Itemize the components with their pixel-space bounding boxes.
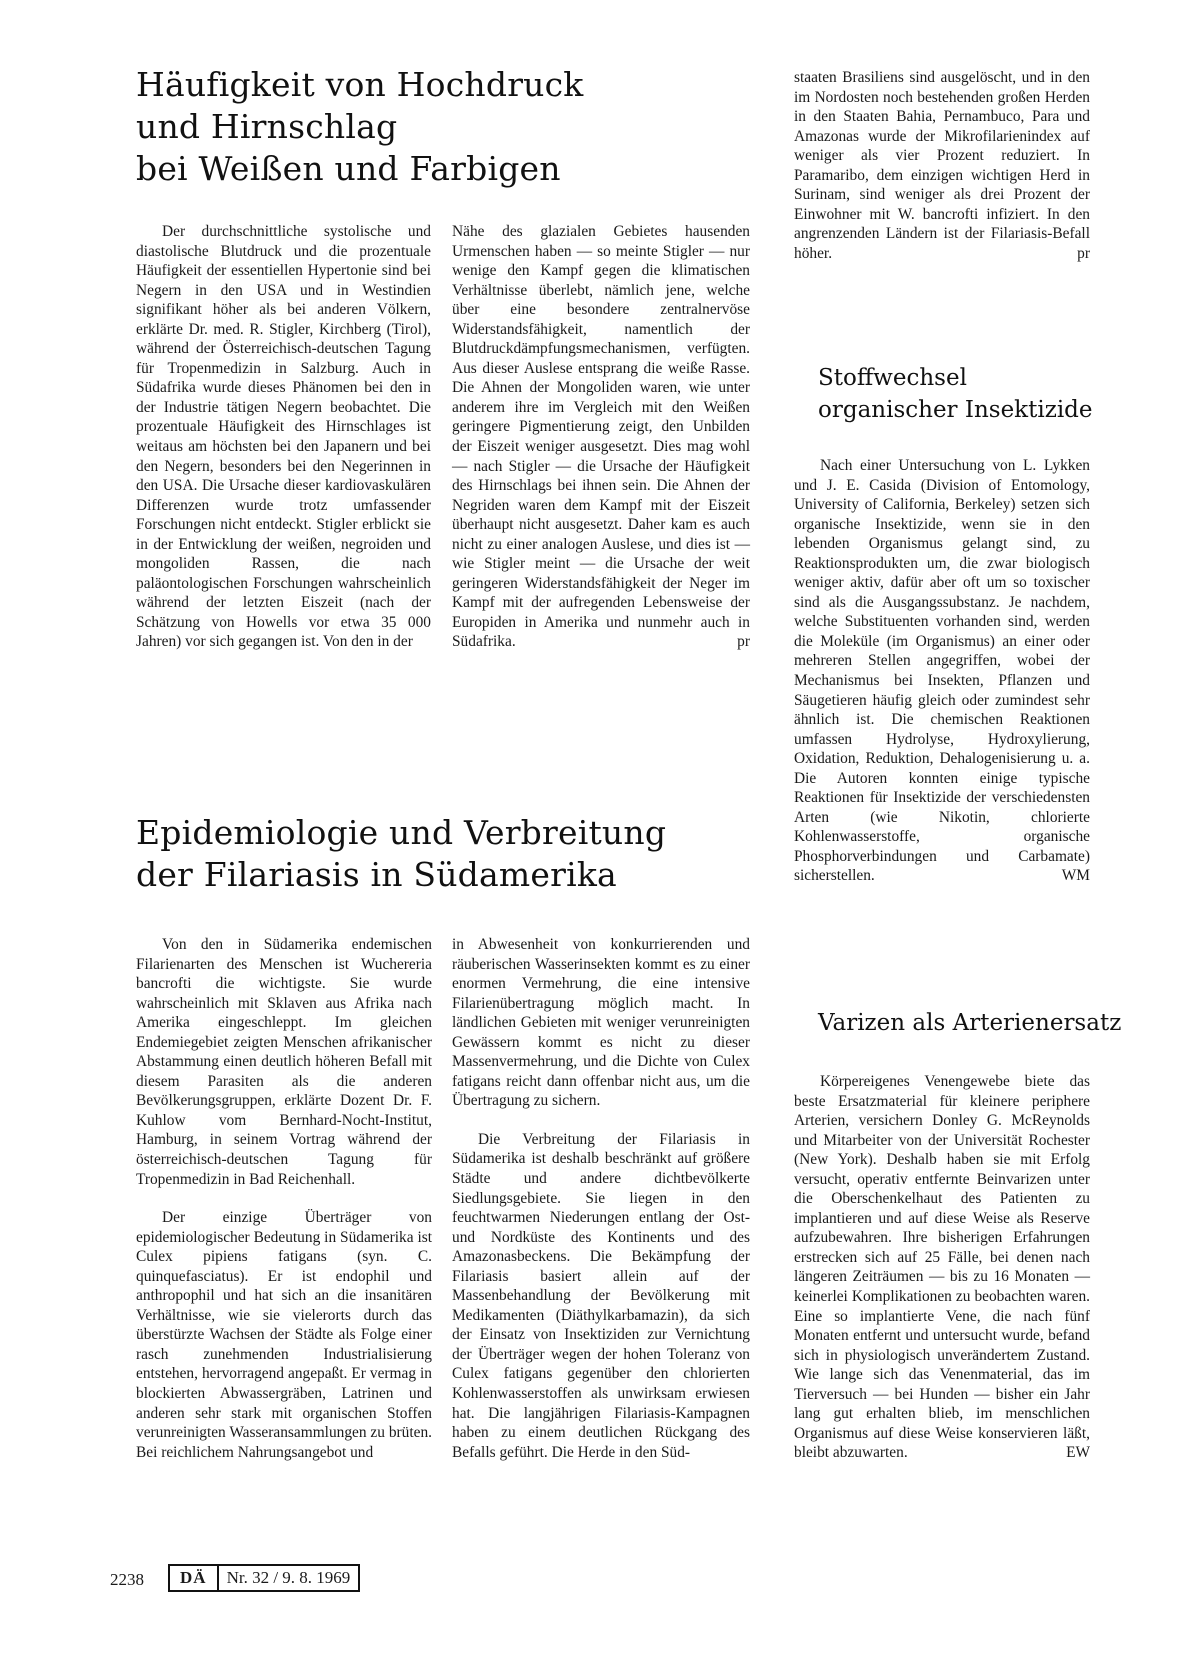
article2-paragraph: Die Verbreitung der Filariasis in Südamerika ist deshalb beschränkt auf größere Städte und andere dichtbevölkerte Siedlungsgebiete. Sie liegen in den feuchtwarmen Niederungen entlang der Ost- und Nordküste des Kontinents und des Amazonasbeckens. Die Bekämpfung der Filariasis basiert allein auf der Massenbehandlung der Bevölkerung mit Medikamenten (Diäthylkarbamazin), da sich der Einsatz von Insektiziden zur Vernichtung der Überträger wegen der hohen Toleranz von Culex fatigans gegenüber den chlorierten Kohlenwasserstoffen als unwirksam erwiesen hat. Die langjährigen Filariasis-Kampagnen haben zu einem deutlichen Rückgang des Befalls geführt. Die Herde in den Süd- bbox=[452, 1130, 750, 1461]
article4-title: Varizen als Arterienersatz bbox=[818, 1010, 1122, 1036]
article1-title-line: Häufigkeit von Hochdruck bbox=[136, 65, 584, 104]
article4-body-text: Körpereigenes Venengewebe biete das beste Ersatzmaterial für kleinere periphere Arterien, versichern Donley G. McReynolds und Mitarbeiter von der Universität Rochester (New York). Deshalb haben sie mit Erfolg versucht, operativ entfernte Beinvarizen unter die Oberschenkelhaut des Patienten zu implantieren und auf diese Weise als Reserve aufzubewahren. Ihre bisherigen Erfahrungen erstrecken sich auf 25 Fälle, bei denen nach längeren Zeiträumen — bis zu 16 Monaten — keinerlei Komplikationen zu beobachten waren. Eine so implantierte Vene, die nach fünf Monaten entfernt und untersucht wurde, befand sich in physiologisch unverändertem Zustand. Wie lange sich das Venenmaterial, das im Tierversuch — bei Hunden — bisher ein Jahr lang gut erhalten blieb, im menschlichen Organismus auf diese Weise konservieren läßt, bleibt abzuwarten. bbox=[794, 1073, 1090, 1462]
article1-title-line: bei Weißen und Farbigen bbox=[136, 149, 561, 188]
article4-author-sign: EW bbox=[1066, 1444, 1090, 1462]
article1-title-line: und Hirnschlag bbox=[136, 107, 398, 146]
article2-col3-text: staaten Brasiliens sind ausgelöscht, und in den im Nordosten noch bestehenden großen Herden in den Staaten Bahia, Pernambuco, Para und Amazonas wurde der Mikrofilarienindex auf weniger als vier Prozent reduziert. In Paramaribo, dem einzigen wichtigen Herd in Surinam, sind weniger als drei Prozent der Einwohner mit W. bancrofti infiziert. In den angrenzenden Ländern ist der Filariasis-Befall höher. bbox=[794, 69, 1090, 262]
article3-title-line: organischer Insektizide bbox=[818, 397, 1093, 423]
article2-title-line: Epidemiologie und Verbreitung bbox=[136, 813, 667, 852]
article2-paragraph: Der einzige Überträger von epidemiologischer Bedeutung in Südamerika ist Culex pipiens fatigans (syn. C. quinquefasciatus). Er ist endophil und anthropophil und hat sich an die insanitären Verhältnisse, wie sie vielerorts durch das überstürzte Wachsen der Städte als Folge einer rasch zunehmenden Industrialisierung entstehen, hervorragend angepaßt. Er vermag in blockierten Abwassergräben, Latrinen und anderen sehr stark mit organischen Stoffen verunreinigten Wasseransammlungen zu brüten. Bei reichlichem Nahrungsangebot und bbox=[136, 1209, 432, 1461]
article2-column-1 bbox=[136, 935, 432, 1462]
article2-column-3 bbox=[794, 68, 1090, 263]
article2-author-sign: pr bbox=[1077, 244, 1090, 262]
article4-paragraph bbox=[794, 1072, 1090, 1463]
article1-title bbox=[136, 64, 584, 190]
article2-paragraph: in Abwesenheit von konkurrierenden und räuberischen Wasserinsekten kommt es zu einer enormen Vermehrung, die eine intensive Filarienübertragung möglich macht. In ländlichen Gebieten mit weniger verunreinigten Gewässern kommt es nicht zu dieser Massenvermehrung, und die Dichte von Culex fatigans reicht dann offenbar nicht aus, um die Übertragung zu sichern. bbox=[452, 936, 750, 1110]
journal-logo: DÄ bbox=[170, 1566, 219, 1590]
article2-title-line: der Filariasis in Südamerika bbox=[136, 855, 617, 894]
issue-date: Nr. 32 / 9. 8. 1969 bbox=[226, 1568, 351, 1587]
article1-column-2 bbox=[452, 222, 750, 652]
article1-paragraph: Der durchschnittliche systolische und diastolische Blutdruck und die prozentuale Häufigkeit der essentiellen Hypertonie sind bei Negern in den USA und in Westindien signifikant höher als bei anderen Völkern, erklärte Dr. med. R. Stigler, Kirchberg (Tirol), während der Österreichisch-deutschen Tagung für Tropenmedizin in Salzburg. Auch in Südafrika wurde dieses Phänomen bei den in der Industrie tätigen Negern beobachtet. Die prozentuale Häufigkeit des Hirnschlages ist weitaus am höchsten bei den Japanern und bei den Negern, besonders bei den Negerinnen in den USA. Die Ursache dieser kardiovaskulären Differenzen wurde trotz umfassender Forschungen nicht entdeckt. Stigler erblickt sie in der Entwicklung der weißen, negroiden und mongoliden Rassen, die nach paläontologischen Forschungen wahrscheinlich während der letzten Eiszeit (nach der Schätzung von Howells vor etwa 35 000 Jahren) vor sich gegangen ist. Von den in der bbox=[136, 223, 431, 651]
article2-title bbox=[136, 812, 666, 896]
article3-author-sign: WM bbox=[1061, 867, 1090, 885]
article3-column bbox=[794, 456, 1090, 886]
page-number: 2238 bbox=[110, 1570, 144, 1589]
article3-body-text: Nach einer Untersuchung von L. Lykken und J. E. Casida (Division of Entomology, University of California, Berkeley) setzen sich organische Insektizide, wenn sie in den lebenden Organismus gelangt sind, zu Reaktionsprodukten um, die zwar biologisch weniger aktiv, dafür aber oft um so toxischer sind als die Ausgangssubstanz. Je nachdem, welche Substituenten vorhanden sind, werden die Moleküle (im Organismus) an einer oder mehreren Stellen angegriffen, wobei der Mechanismus bei Insekten, Pflanzen und Säugetieren häufig gleich oder zumindest sehr ähnlich ist. Die chemischen Reaktionen umfassen Hydrolyse, Hydroxylierung, Oxidation, Reduktion, Dehalogenisierung u. a. Die Autoren konnten einige typische Reaktionen für Insektizide der verschiedensten Arten (wie Nikotin, chlorierte Kohlenwasserstoffe, organische Phosphorverbindungen und Carbamate) sicherstellen. bbox=[794, 457, 1090, 885]
article2-paragraph: Von den in Südamerika endemischen Filarienarten des Menschen ist Wuchereria bancrofti die wichtigste. Sie wurde wahrscheinlich mit Sklaven aus Afrika nach Amerika eingeschleppt. Im gleichen Endemiegebiet zeigten Menschen afrikanischer Abstammung einen deutlich höheren Befall mit diesem Parasiten als die anderen Bevölkerungsgruppen, erklärte Dozent Dr. F. Kuhlow vom Bernhard-Nocht-Institut, Hamburg, in seinem Vortrag während der österreichisch-deutschen Tagung für Tropenmedizin in Bad Reichenhall. bbox=[136, 936, 432, 1188]
article1-author-sign: pr bbox=[737, 633, 750, 651]
article1-column-1 bbox=[136, 222, 431, 652]
article4-column bbox=[794, 1072, 1090, 1463]
article3-title-line: Stoffwechsel bbox=[818, 365, 967, 391]
article2-column-2 bbox=[452, 935, 750, 1462]
journal-issue-box bbox=[168, 1564, 360, 1592]
article1-col2-text: Nähe des glazialen Gebietes hausenden Urmenschen haben — so meinte Stigler — nur wenige den Kampf gegen die klimatischen Verhältnisse überlebt, nämlich jene, welche über eine besondere zentralnervöse Widerstandsfähigkeit, namentlich der Blutdruckdämpfungsmechanismen, verfügten. Aus dieser Auslese entsprang die weiße Rasse. Die Ahnen der Mongoliden waren, wie unter anderem ihre im Vergleich mit den Weißen geringere Pigmentierung zeigt, den Unbilden der Eiszeit weniger ausgesetzt. Dies mag wohl — nach Stigler — die Ursache der Häufigkeit des Hirnschlags bei ihnen sein. Die Ahnen der Negriden waren dem Kampf mit der Eiszeit überhaupt nicht ausgesetzt. Daher kam es auch nicht zu einer analogen Auslese, und dies ist — wie Stigler meint — die Ursache der weit geringeren Widerstandsfähigkeit der Neger im Kampf mit der aufregenden Lebensweise der Europiden in Amerika und nunmehr auch in Südafrika. bbox=[452, 223, 750, 651]
article1-paragraph bbox=[452, 222, 750, 652]
article3-title bbox=[818, 362, 1093, 426]
article3-paragraph bbox=[794, 456, 1090, 886]
article2-paragraph bbox=[794, 68, 1090, 263]
